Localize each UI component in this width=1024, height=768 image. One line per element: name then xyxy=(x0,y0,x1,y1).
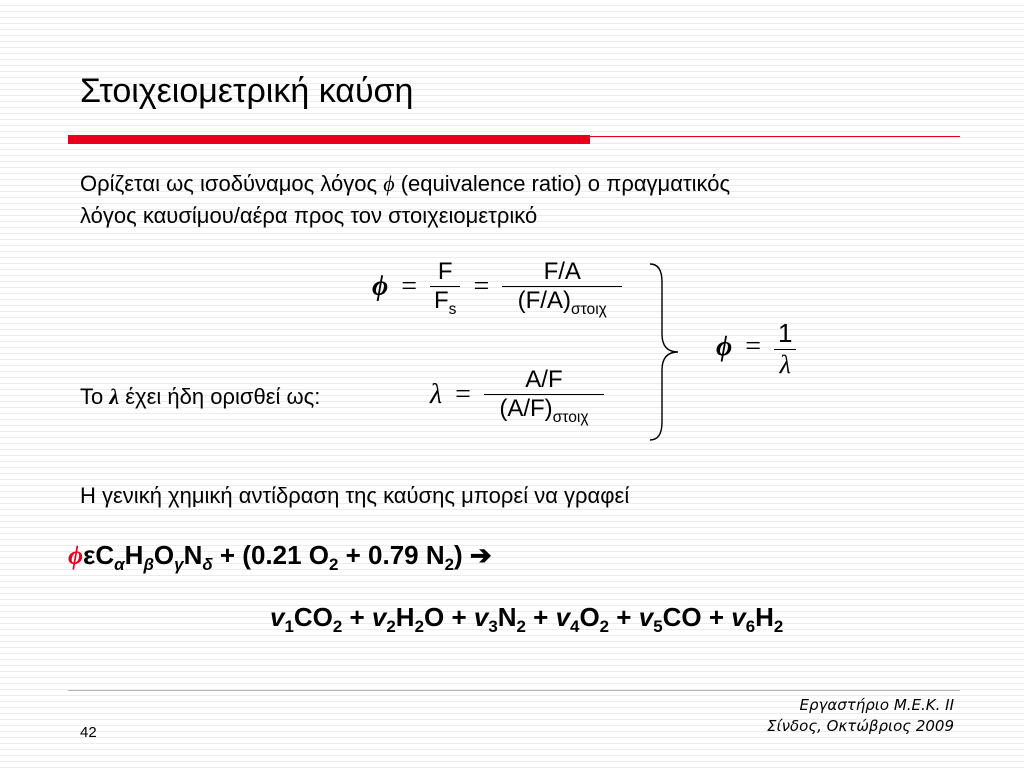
lambda-symbol: λ xyxy=(430,378,443,410)
species: H xyxy=(755,602,774,632)
product-term xyxy=(638,602,702,637)
fraction-denominator xyxy=(430,286,460,319)
stoich-subscript: στοιχ xyxy=(552,408,589,426)
slide-title: Στοιχειομετρική καύση xyxy=(80,72,414,110)
intro-text xyxy=(80,168,960,232)
product-term xyxy=(270,602,343,637)
intro-phi-symbol: ϕ xyxy=(383,171,395,196)
reaction-reactants xyxy=(68,540,492,575)
species: CO xyxy=(662,602,702,632)
page-number: 42 xyxy=(80,724,97,741)
fraction-numerator: F/A xyxy=(543,258,581,285)
species-subscript: 2 xyxy=(332,617,343,637)
af-ratio-fraction xyxy=(484,366,604,427)
species: N xyxy=(497,602,517,632)
species: H xyxy=(395,602,415,632)
species-subscript: 2 xyxy=(414,617,424,637)
coefficient-index: 6 xyxy=(745,617,756,637)
fraction-denominator: λ xyxy=(774,349,796,380)
phi-definition-formula xyxy=(372,258,622,319)
species-subscript: 2 xyxy=(599,617,610,637)
phi-symbol: ϕ xyxy=(716,331,733,363)
species: CO xyxy=(293,602,333,632)
plus-sign: + xyxy=(701,602,732,632)
stoich-coefficient: v xyxy=(555,602,571,632)
species: O xyxy=(579,602,600,632)
product-term xyxy=(731,602,784,637)
equals-sign: = xyxy=(401,270,417,302)
reaction-arrow: ) ➔ xyxy=(454,540,492,570)
fa-ratio-fraction xyxy=(502,258,622,319)
plus-sign: + xyxy=(342,602,372,632)
air-nitrogen: + 0.79 N xyxy=(338,540,445,570)
fraction-numerator: A/F xyxy=(525,366,563,393)
product-term xyxy=(473,602,526,637)
lambda-definition-formula xyxy=(430,366,604,427)
intro-line2: λόγος καυσίμου/αέρα προς τον στοιχειομετρικό xyxy=(80,203,538,228)
stoich-subscript: στοιχ xyxy=(570,300,607,318)
coefficient-index: 1 xyxy=(284,617,294,637)
right-brace-icon xyxy=(648,262,688,442)
product-term xyxy=(371,602,445,637)
equals-sign: = xyxy=(473,270,490,302)
intro-line1-end: (equivalence ratio) ο πραγματικός xyxy=(394,171,731,196)
stoich-coefficient: v xyxy=(473,602,489,632)
equals-sign: = xyxy=(455,378,471,410)
subscript-beta: β xyxy=(143,555,154,575)
footer-line1: Εργαστήριο Μ.Ε.Κ. ΙΙ xyxy=(799,696,954,714)
af-stoich: (A/F) xyxy=(499,395,553,422)
fraction-denominator xyxy=(502,286,622,319)
one-over-lambda-fraction xyxy=(774,318,796,380)
species-subscript: 2 xyxy=(516,617,526,637)
stoich-coefficient: v xyxy=(638,602,654,632)
species-tail: O xyxy=(423,602,445,632)
fuel-hydrogen: H xyxy=(124,540,144,570)
footer-text xyxy=(767,695,954,737)
fs-subscript: s xyxy=(448,300,457,318)
f-over-fs-fraction xyxy=(430,258,460,319)
fraction-numerator: F xyxy=(437,258,453,285)
subscript-two: 2 xyxy=(329,555,339,575)
title-underline-thin xyxy=(590,136,960,137)
plus-sign: + xyxy=(444,602,474,632)
intro-line1-start: Ορίζεται ως ισοδύναμος λόγος xyxy=(80,171,384,196)
plus-sign: + xyxy=(609,602,639,632)
coefficient-index: 4 xyxy=(570,617,580,637)
subscript-two: 2 xyxy=(444,555,455,575)
fuel-carbon: εC xyxy=(83,540,115,570)
phi-symbol: ϕ xyxy=(68,541,84,570)
coefficient-index: 5 xyxy=(653,617,663,637)
footer-divider xyxy=(68,690,960,691)
stoich-coefficient: v xyxy=(270,602,285,632)
equals-sign: = xyxy=(745,331,761,363)
subscript-gamma: γ xyxy=(174,555,184,575)
species-subscript: 2 xyxy=(773,617,784,637)
reaction-intro-text: Η γενική χημική αντίδραση της καύσης μπορεί να γραφεί xyxy=(80,483,630,508)
lambda-text-end: έχει ήδη ορισθεί ως: xyxy=(119,384,321,409)
product-term xyxy=(555,602,610,637)
fa-stoich: (F/A) xyxy=(517,287,571,314)
stoich-coefficient: v xyxy=(371,602,387,632)
reaction-products xyxy=(270,602,783,637)
lambda-symbol: λ xyxy=(109,384,120,409)
fs-base: F xyxy=(434,287,449,314)
coefficient-index: 3 xyxy=(488,617,498,637)
subscript-delta: δ xyxy=(202,555,213,575)
phi-lambda-formula xyxy=(716,318,796,380)
title-underline-bar xyxy=(68,135,590,144)
fuel-oxygen: O xyxy=(153,540,175,570)
plus-sign: + xyxy=(525,602,556,632)
lambda-definition-text xyxy=(80,384,320,410)
lambda-text-start: Το xyxy=(80,384,110,409)
fraction-denominator xyxy=(484,394,604,427)
footer-line2: Σίνδος, Οκτώβριος 2009 xyxy=(767,717,954,735)
air-oxygen: + (0.21 O xyxy=(212,540,329,570)
subscript-alpha: α xyxy=(114,555,125,575)
stoich-coefficient: v xyxy=(731,602,746,632)
phi-symbol: ϕ xyxy=(372,270,389,302)
fraction-numerator: 1 xyxy=(778,318,793,348)
fuel-nitrogen: N xyxy=(183,540,203,570)
coefficient-index: 2 xyxy=(386,617,396,637)
